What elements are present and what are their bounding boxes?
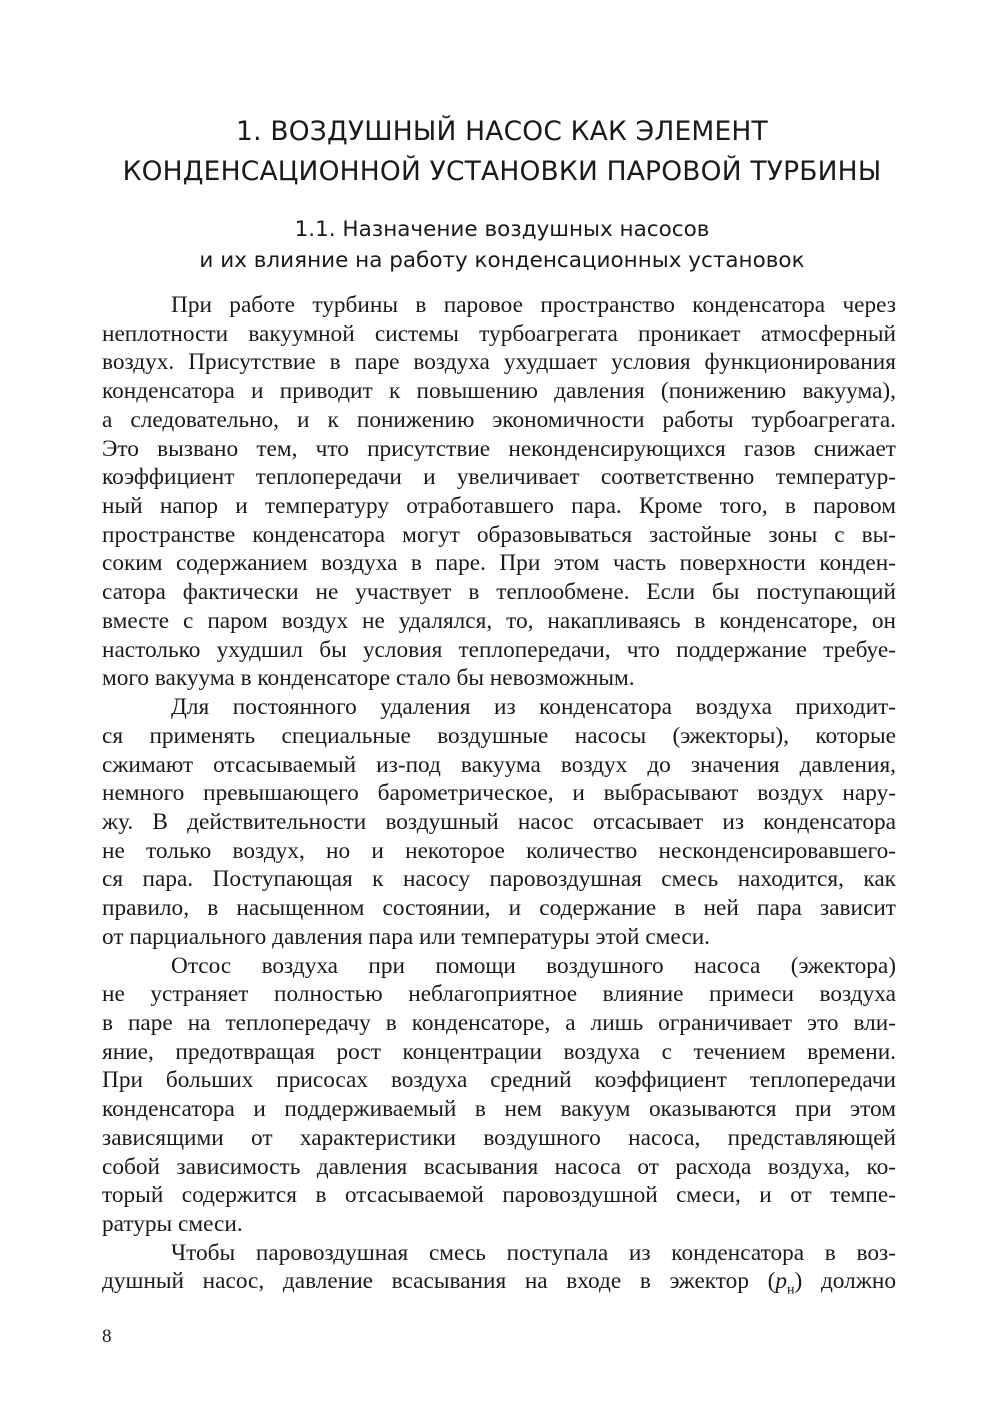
text-line: вместе с паром воздух не удалялся, то, накапливаясь в конденсаторе, он	[102, 607, 896, 634]
text-line: неплотности вакуумной системы турбоагрегата проникает атмосферный	[102, 320, 896, 347]
pressure-subscript: н	[787, 1283, 795, 1299]
text-line: сжимают отсасываемый из-под вакуума воздух до значения давления,	[102, 751, 896, 778]
text-line: Чтобы паровоздушная смесь поступала из конденсатора в воз-	[171, 1239, 896, 1266]
text-line: пространстве конденсатора могут образовываться застойные зоны с вы-	[102, 521, 896, 548]
text-segment: ) должно	[794, 1268, 896, 1295]
chapter-title-line: КОНДЕНСАЦИОННОЙ УСТАНОВКИ ПАРОВОЙ ТУРБИНЫ	[122, 156, 882, 187]
pressure-symbol: p	[775, 1268, 788, 1295]
text-line: воздух. Присутствие в паре воздуха ухудшает условия функционирования	[102, 349, 896, 376]
text-line: ся пара. Поступающая к насосу паровоздушная смесь находится, как	[102, 866, 896, 893]
text-line	[102, 1267, 896, 1299]
text-line: коэффициент теплопередачи и увеличивает соответственно температур-	[102, 464, 896, 491]
text-line: а следовательно, и к понижению экономичности работы турбоагрегата.	[102, 406, 896, 433]
text-line: собой зависимость давления всасывания насоса от расхода воздуха, ко-	[102, 1153, 896, 1180]
text-line: сатора фактически не участвует в теплообмене. Если бы поступающий	[102, 579, 896, 606]
text-line: ратуры смеси.	[102, 1211, 243, 1237]
text-line: конденсатора и поддерживаемый в нем вакуум оказываются при этом	[102, 1096, 896, 1123]
text-line: в паре на теплопередачу в конденсаторе, а лишь ограничивает это вли-	[102, 1009, 896, 1036]
text-line: не только воздух, но и некоторое количество несконденсировавшего-	[102, 837, 896, 864]
text-line: не устраняет полностью неблагоприятное влияние примеси воздуха	[102, 981, 896, 1008]
text-line: правило, в насыщенном состоянии, и содержание в ней пара зависит	[102, 895, 896, 922]
text-line: настолько ухудшил бы условия теплопередачи, что поддержание требуе-	[102, 636, 896, 663]
text-line: При больших присосах воздуха средний коэффициент теплопередачи	[102, 1067, 896, 1094]
text-line: яние, предотвращая рост концентрации воздуха с течением времени.	[102, 1038, 896, 1065]
section-title	[60, 214, 944, 276]
chapter-title-line: 1. ВОЗДУШНЫЙ НАСОС КАК ЭЛЕМЕНТ	[236, 116, 768, 147]
text-line: Это вызвано тем, что присутствие неконденсирующихся газов снижает	[102, 435, 896, 462]
body-text	[102, 291, 896, 1299]
text-line: Отсос воздуха при помощи воздушного насоса (эжектора)	[171, 952, 896, 979]
page-number: 8	[102, 1326, 112, 1347]
section-title-line: и их влияние на работу конденсационных установок	[199, 248, 805, 273]
text-line: мого вакуума в конденсаторе стало бы невозможным.	[102, 665, 635, 692]
text-line: зависящими от характеристики воздушного насоса, представляющей	[102, 1124, 896, 1151]
chapter-title	[60, 112, 944, 192]
text-segment: душный насос, давление всасывания на входе в эжектор (	[102, 1268, 776, 1295]
text-line: конденсатора и приводит к повышению давления (понижению вакуума),	[102, 378, 896, 405]
text-line: При работе турбины в паровое пространство конденсатора через	[171, 292, 896, 318]
section-title-line: 1.1. Назначение воздушных насосов	[294, 217, 710, 242]
text-line: от парциального давления пара или температуры этой смеси.	[102, 923, 710, 950]
text-line: ся применять специальные воздушные насосы (эжекторы), которые	[102, 722, 896, 749]
text-line: немного превышающего барометрическое, и выбрасывают воздух нару-	[102, 780, 896, 807]
text-line: торый содержится в отсасываемой паровоздушной смеси, и от темпе-	[102, 1182, 896, 1209]
text-line: жу. В действительности воздушный насос отсасывает из конденсатора	[102, 808, 896, 835]
text-line: Для постоянного удаления из конденсатора воздуха приходит-	[171, 694, 896, 721]
text-line: соким содержанием воздуха в паре. При этом часть поверхности конден-	[102, 550, 896, 577]
text-line: ный напор и температуру отработавшего пара. Кроме того, в паровом	[102, 493, 896, 520]
